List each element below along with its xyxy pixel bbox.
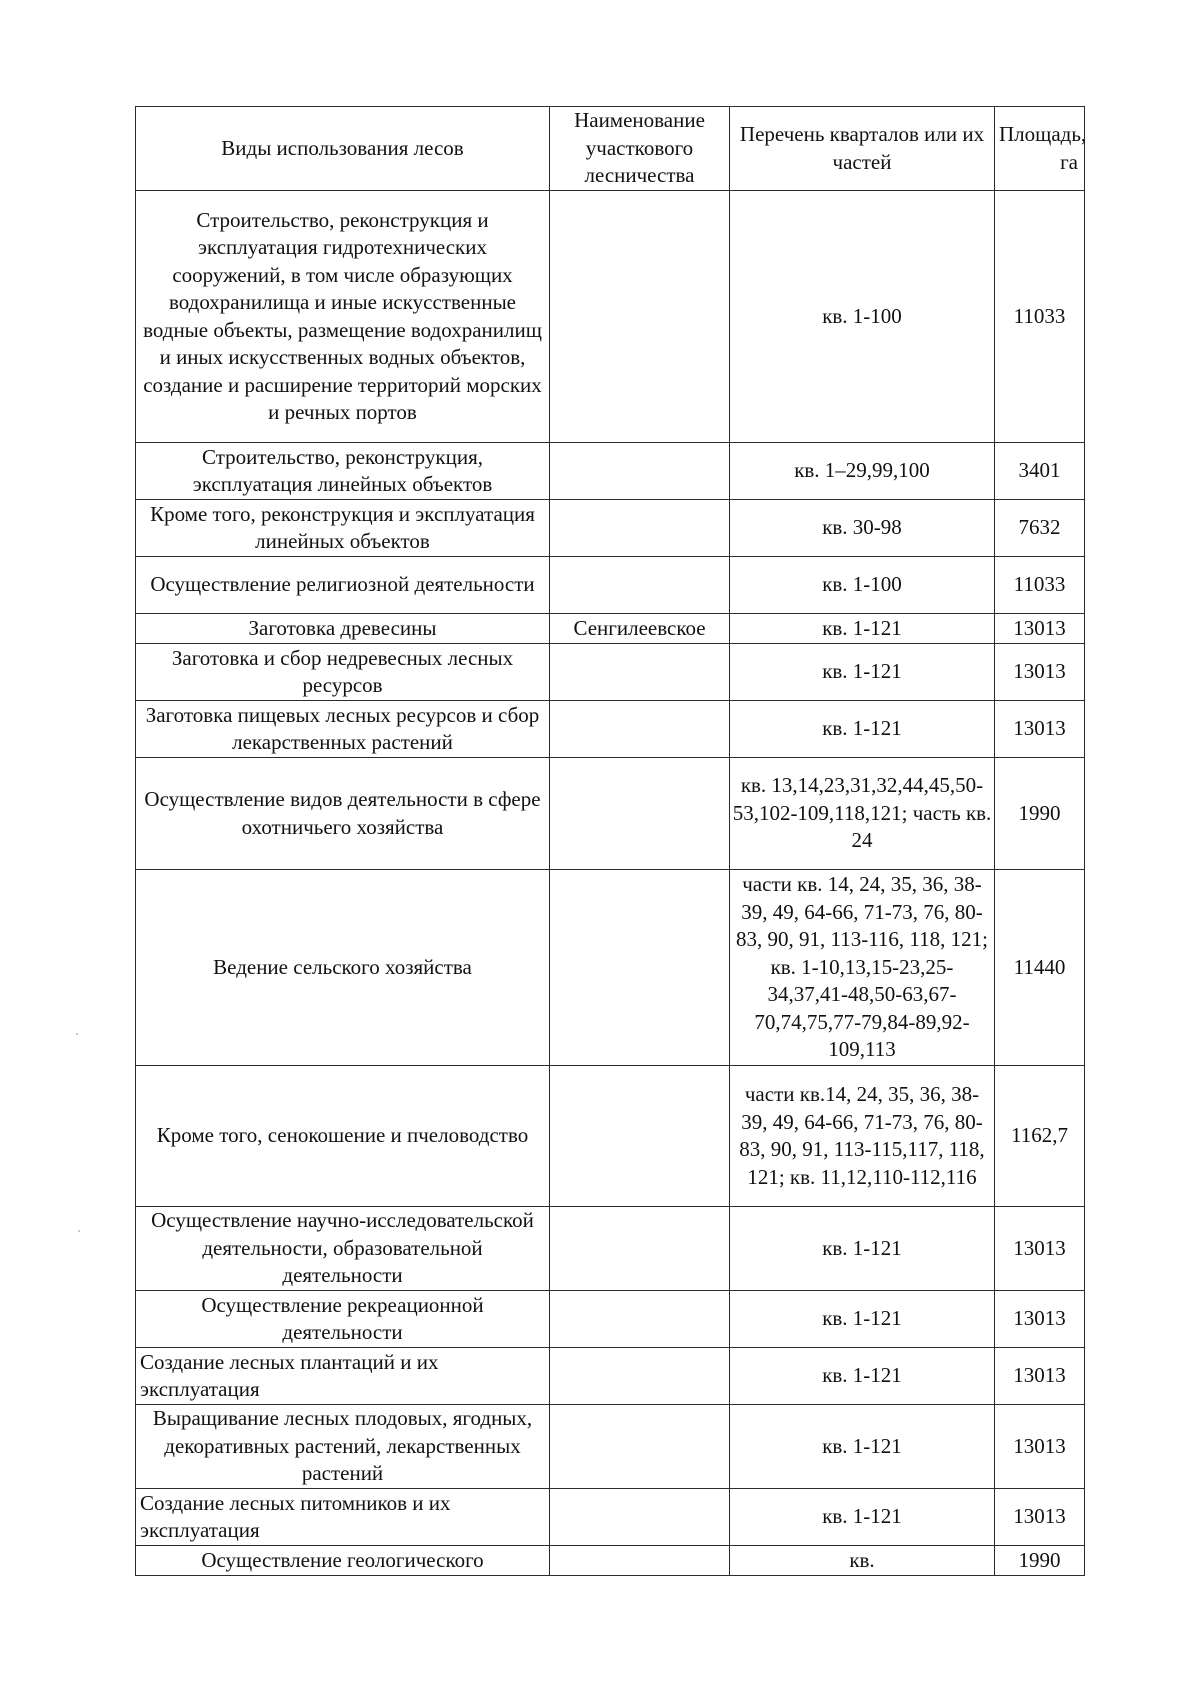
quarters-cell: части кв.14, 24, 35, 36, 38-39, 49, 64-66, 71-73, 76, 80-83, 90, 91, 113-115,117, 118, 121; кв. 11,12,110-112,116 [730,1066,995,1207]
area-cell: 3401 [995,443,1085,500]
forest-use-table [135,106,1085,1576]
table-header-row [136,107,1085,191]
table-row [136,500,1085,557]
area-cell: 11033 [995,191,1085,443]
table-row [136,644,1085,701]
district-cell [550,644,730,701]
scan-speck [78,1230,80,1232]
use-type-cell: Заготовка и сбор недревесных лесных ресурсов [136,644,550,701]
district-cell [550,1546,730,1576]
use-type-cell: Строительство, реконструкция, эксплуатация линейных объектов [136,443,550,500]
use-type-cell: Осуществление видов деятельности в сфере охотничьего хозяйства [136,758,550,870]
quarters-cell: кв. 1–29,99,100 [730,443,995,500]
table-row [136,1207,1085,1291]
use-type-cell: Осуществление научно-исследовательской деятельности, образовательной деятельности [136,1207,550,1291]
table-row [136,1405,1085,1489]
quarters-cell: кв. 1-121 [730,644,995,701]
area-cell: 13013 [995,644,1085,701]
quarters-cell: кв. 1-121 [730,701,995,758]
scan-speck [76,1033,78,1035]
table-row [136,557,1085,614]
district-cell: Сенгилеевское [550,614,730,644]
table-row [136,870,1085,1066]
district-cell [550,1489,730,1546]
quarters-cell: кв. 30-98 [730,500,995,557]
table-row [136,1546,1085,1576]
area-cell: 1162,7 [995,1066,1085,1207]
quarters-cell: кв. 1-100 [730,557,995,614]
use-type-cell: Заготовка пищевых лесных ресурсов и сбор лекарственных растений [136,701,550,758]
table-row [136,1066,1085,1207]
area-cell: 13013 [995,1489,1085,1546]
area-cell: 13013 [995,614,1085,644]
area-cell: 13013 [995,701,1085,758]
district-cell [550,870,730,1066]
area-cell: 1990 [995,1546,1085,1576]
table-row [136,191,1085,443]
header-area: Площадь, га [995,107,1085,191]
district-cell [550,758,730,870]
area-cell: 11440 [995,870,1085,1066]
district-cell [550,443,730,500]
quarters-cell: кв. 1-121 [730,1291,995,1348]
area-cell: 7632 [995,500,1085,557]
quarters-cell: кв. 1-121 [730,1207,995,1291]
quarters-cell: кв. 13,14,23,31,32,44,45,50-53,102-109,118,121; часть кв. 24 [730,758,995,870]
area-cell: 11033 [995,557,1085,614]
header-district: Наименование участкового лесничества [550,107,730,191]
use-type-cell: Создание лесных плантаций и их эксплуатация [136,1348,550,1405]
area-cell: 13013 [995,1291,1085,1348]
header-quarters: Перечень кварталов или их частей [730,107,995,191]
use-type-cell: Создание лесных питомников и их эксплуатация [136,1489,550,1546]
use-type-cell: Кроме того, реконструкция и эксплуатация линейных объектов [136,500,550,557]
area-cell: 1990 [995,758,1085,870]
area-cell: 13013 [995,1207,1085,1291]
quarters-cell: кв. [730,1546,995,1576]
quarters-cell: кв. 1-121 [730,1489,995,1546]
quarters-cell: части кв. 14, 24, 35, 36, 38-39, 49, 64-66, 71-73, 76, 80-83, 90, 91, 113-116, 118, 121; кв. 1-10,13,15-23,25-34,37,41-48,50-63,67-70,74,75,77-79,84-89,92-109,113 [730,870,995,1066]
district-cell [550,557,730,614]
use-type-cell: Кроме того, сенокошение и пчеловодство [136,1066,550,1207]
table-row [136,443,1085,500]
area-cell: 13013 [995,1348,1085,1405]
table-row [136,1291,1085,1348]
quarters-cell: кв. 1-121 [730,614,995,644]
district-cell [550,701,730,758]
use-type-cell: Выращивание лесных плодовых, ягодных, декоративных растений, лекарственных растений [136,1405,550,1489]
district-cell [550,500,730,557]
use-type-cell: Заготовка древесины [136,614,550,644]
table-row [136,758,1085,870]
table-row [136,701,1085,758]
district-cell [550,191,730,443]
area-cell: 13013 [995,1405,1085,1489]
table-row [136,614,1085,644]
district-cell [550,1207,730,1291]
quarters-cell: кв. 1-121 [730,1405,995,1489]
quarters-cell: кв. 1-121 [730,1348,995,1405]
district-cell [550,1291,730,1348]
use-type-cell: Осуществление религиозной деятельности [136,557,550,614]
district-cell [550,1348,730,1405]
header-use-type: Виды использования лесов [136,107,550,191]
use-type-cell: Осуществление геологического [136,1546,550,1576]
table-row [136,1489,1085,1546]
district-cell [550,1405,730,1489]
table-row [136,1348,1085,1405]
quarters-cell: кв. 1-100 [730,191,995,443]
use-type-cell: Ведение сельского хозяйства [136,870,550,1066]
use-type-cell: Осуществление рекреационной деятельности [136,1291,550,1348]
district-cell [550,1066,730,1207]
use-type-cell: Строительство, реконструкция и эксплуатация гидротехнических сооружений, в том числе образующих водохранилища и иные искусственные водные объекты, размещение водохранилищ и иных искусственных водных объектов, создание и расширение территорий морских и речных портов [136,191,550,443]
